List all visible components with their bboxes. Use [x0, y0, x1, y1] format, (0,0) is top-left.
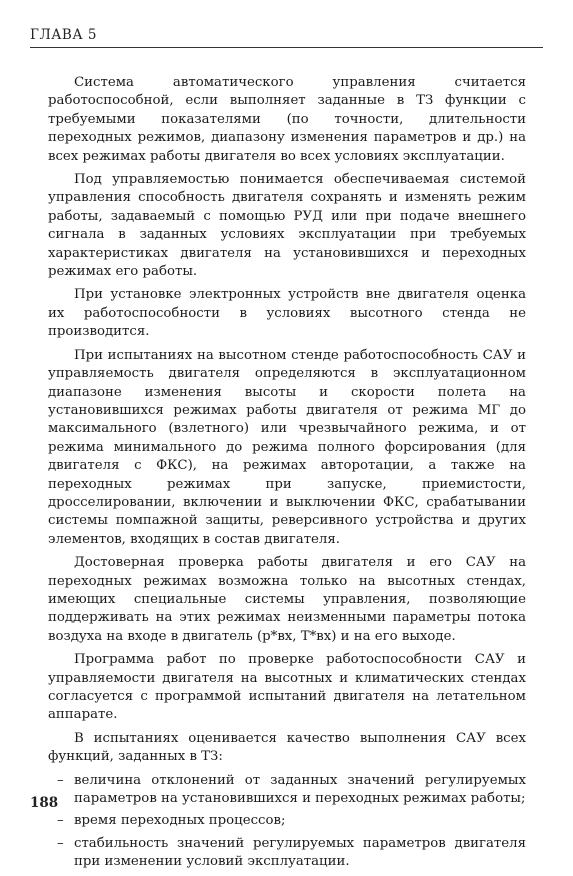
- page-number: 188: [30, 795, 59, 811]
- paragraph: Под управляемостью понимается обеспечиваемая системой управления способность двигателя сохранять и изменять режим работы, задаваемый с помощью РУД или при подаче внешнего сигнала в заданных условиях эксплуатации при требуемых характеристиках двигателя на установившихся и переходных режимах его работы.: [48, 172, 526, 280]
- list-item: – время переходных процессов;: [48, 812, 526, 830]
- list-item: – стабильность значений регулируемых параметров двигателя при изменении условий эксплуатации.: [48, 835, 526, 872]
- header-rule: [30, 47, 543, 48]
- paragraph: Система автоматического управления считается работоспособной, если выполняет заданные в ТЗ функции с требуемыми показателями (по точности, длительности переходных режимов, диапазону изменения параметров и др.) на всех режимах работы двигателя во всех условиях эксплуатации.: [48, 75, 526, 164]
- paragraph: Программа работ по проверке работоспособности САУ и управляемости двигателя на высотных и климатических стендах согласуется с программой испытаний двигателя на летательном аппарате.: [48, 652, 526, 723]
- paragraph: При испытаниях на высотном стенде работоспособность САУ и управляемость двигателя определяются в эксплуатационном диапазоне изменения высоты и скорости полета на установившихся режимах работы двигателя от режима МГ до максимального (взлетного) или чрезвычайного режима, и от режима минимального до режима полного форсирования (для двигателя с ФКС), на режимах авторотации, а также на переходных режимах при запуске, приемистости, дросселировании, включении и выключении ФКС, срабатывании системы помпажной защиты, реверсивного устройства и других элементов, входящих в состав двигателя.: [48, 347, 526, 547]
- paragraph: В испытаниях оценивается качество выполнения САУ всех функций, заданных в ТЗ:: [48, 730, 526, 765]
- criteria-list: [48, 772, 526, 872]
- paragraph: При установке электронных устройств вне двигателя оценка их работоспособности в условиях высотного стенда не производится.: [48, 287, 526, 340]
- list-item: – величина отклонений от заданных значений регулируемых параметров на установившихся и переходных режимах работы;: [48, 772, 526, 809]
- paragraph: Достоверная проверка работы двигателя и его САУ на переходных режимах возможна только на высотных стендах, имеющих специальные системы управления, позволяющие поддерживать на этих режимах неизменными параметры потока воздуха на входе в двигатель (p*вх, T*вх) и на его выходе.: [48, 555, 526, 644]
- page-body: [48, 74, 526, 876]
- chapter-header: ГЛАВА 5: [30, 27, 97, 43]
